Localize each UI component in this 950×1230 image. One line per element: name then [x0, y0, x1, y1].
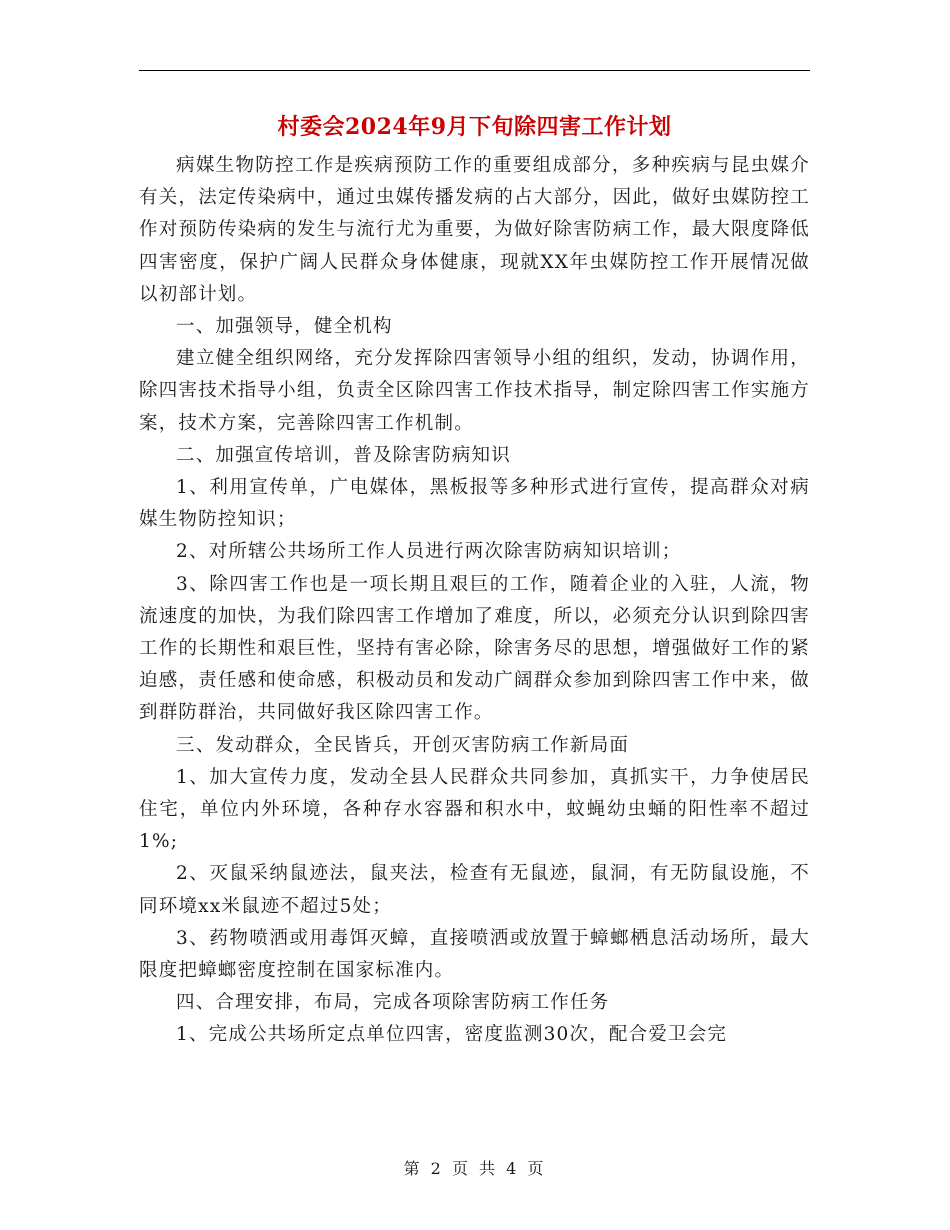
document-body	[139, 150, 810, 1052]
section-heading: 三、发动群众，全民皆兵，开创灭害防病工作新局面	[176, 734, 630, 756]
document-title: 村委会2024年9月下旬除四害工作计划	[277, 114, 672, 140]
paragraph: 3、药物喷洒或用毒饵灭蟑，直接喷洒或放置于蟑螂栖息活动场所，最大限度把蟑螂密度控制在国家标准内。	[139, 927, 810, 982]
paragraph: 2、灭鼠采纳鼠迹法，鼠夹法，检查有无鼠迹，鼠洞，有无防鼠设施，不同环境xx米鼠迹不超过5处；	[139, 863, 810, 917]
section-heading: 一、加强领导，健全机构	[176, 316, 393, 338]
section-heading: 四、合理安排，布局，完成各项除害防病工作任务	[176, 992, 610, 1014]
paragraph: 建立健全组织网络，充分发挥除四害领导小组的组织，发动，协调作用，除四害技术指导小组，负责全区除四害工作技术指导，制定除四害工作实施方案，技术方案，完善除四害工作机制。	[139, 348, 810, 434]
paragraph: 1、完成公共场所定点单位四害，密度监测30次，配合爱卫会完	[176, 1024, 728, 1046]
paragraph: 2、对所辖公共场所工作人员进行两次除害防病知识培训；	[176, 541, 682, 563]
page-number: 第 2 页 共 4 页	[403, 1159, 547, 1178]
header-rule	[139, 70, 810, 71]
paragraph: 1、加大宣传力度，发动全县人民群众共同参加，真抓实干，力争使居民住宅，单位内外环境，各种存水容器和积水中，蚊蝇幼虫蛹的阳性率不超过1%;	[139, 766, 810, 853]
paragraph: 3、除四害工作也是一项长期且艰巨的工作，随着企业的入驻，人流，物流速度的加快，为我们除四害工作增加了难度，所以，必须充分认识到除四害工作的长期性和艰巨性，坚持有害必除，除害务尽的思想，增强做好工作的紧迫感，责任感和使命感，积极动员和发动广阔群众参加到除四害工作中来，做到群防群治，共同做好我区除四害工作。	[139, 573, 810, 724]
paragraph: 1、利用宣传单，广电媒体，黑板报等多种形式进行宣传，提高群众对病媒生物防控知识；	[139, 477, 810, 531]
section-heading: 二、加强宣传培训，普及除害防病知识	[176, 444, 511, 466]
paragraph: 病媒生物防控工作是疾病预防工作的重要组成部分，多种疾病与昆虫媒介有关，法定传染病中，通过虫媒传播发病的占大部分，因此，做好虫媒防控工作对预防传染病的发生与流行尤为重要，为做好除害防病工作，最大限度降低四害密度，保护广阔人民群众身体健康，现就XX年虫媒防控工作开展情况做以初部计划。	[139, 155, 810, 305]
